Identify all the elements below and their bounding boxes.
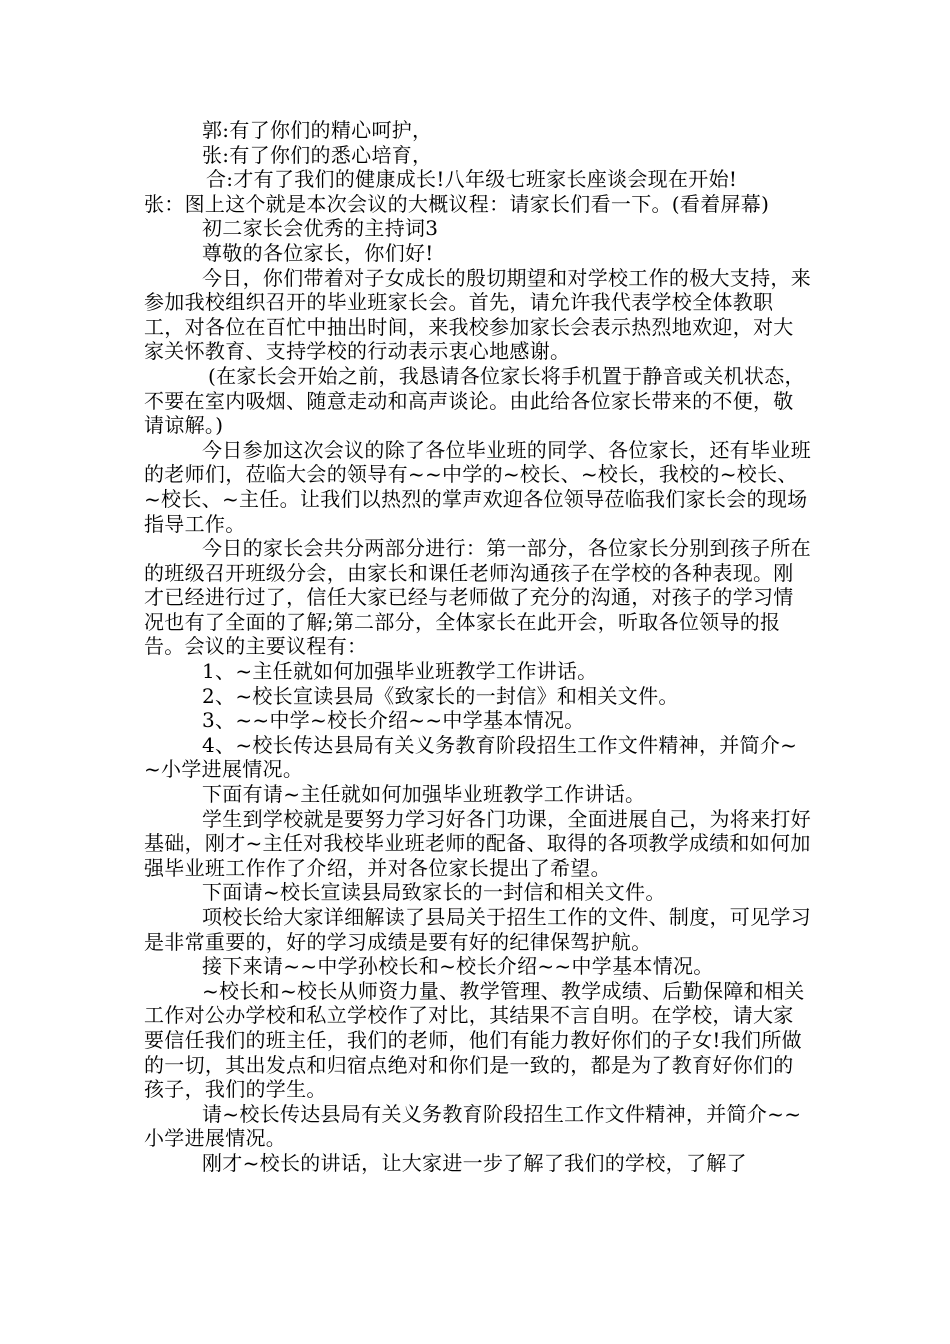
paragraph: 接下来请~~中学孙校长和~校长介绍~~中学基本情况。	[202, 954, 714, 979]
paragraph: 下面请~校长宣读县局致家长的一封信和相关文件。	[202, 880, 666, 905]
agenda-item: 1、~主任就如何加强毕业班教学工作讲话。	[202, 659, 598, 684]
dialogue-line-agenda: 张：图上这个就是本次会议的大概议程：请家长们看一下。(看着屏幕)	[144, 191, 770, 216]
paragraph: 学生到学校就是要努力学习好各门功课，全面进展自己，为将来打好基础，刚才~主任对我校毕业班老师的配备、取得的各项教学成绩和如何加强毕业班工作作了介绍，并对各位家长提出了希望。	[144, 806, 811, 880]
section-heading: 初二家长会优秀的主持词3	[202, 216, 439, 241]
paragraph: 今日参加这次会议的除了各位毕业班的同学、各位家长，还有毕业班的老师们，莅临大会的领导有~~中学的~校长、~校长，我校的~校长、~校长、~主任。让我们以热烈的掌声欢迎各位领导莅临我们家长会的现场指导工作。	[144, 437, 811, 536]
paragraph: ~校长和~校长从师资力量、教学管理、教学成绩、后勤保障和相关工作对公办学校和私立学校作了对比，其结果不言自明。在学校，请大家要信任我们的班主任，我们的老师，他们有能力教好你们的子女!我们所做的一切，其出发点和归宿点绝对和你们是一致的，都是为了教育好你们的孩子，我们的学生。	[144, 978, 805, 1102]
paragraph: 今日的家长会共分两部分进行：第一部分，各位家长分别到孩子所在的班级召开班级分会，由家长和课任老师沟通孩子在学校的各种表现。刚才已经进行过了，信任大家已经与老师做了充分的沟通，对孩子的学习情况也有了全面的了解;第二部分，全体家长在此开会，听取各位领导的报告。会议的主要议程有：	[144, 536, 811, 659]
paragraph: 下面有请~主任就如何加强毕业班教学工作讲话。	[202, 782, 646, 807]
paragraph: 今日，你们带着对子女成长的殷切期望和对学校工作的极大支持，来参加我校组织召开的毕业班家长会。首先，请允许我代表学校全体教职工，对各位在百忙中抽出时间，来我校参加家长会表示热烈地欢迎，对大家关怀教育、支持学校的行动表示衷心地感谢。	[144, 265, 811, 364]
agenda-item: 3、~~中学~校长介绍~~中学基本情况。	[202, 708, 585, 733]
agenda-item: 4、~校长传达县局有关义务教育阶段招生工作文件精神，并简介~~小学进展情况。	[144, 732, 798, 782]
document-body	[144, 118, 812, 1176]
agenda-item: 2、~校长宣读县局《致家长的一封信》和相关文件。	[202, 683, 679, 708]
dialogue-line-zhang: 张:有了你们的悉心培育，	[202, 142, 433, 167]
paragraph: 项校长给大家详细解读了县局关于招生工作的文件、制度，可见学习是非常重要的，好的学习成绩是要有好的纪律保驾护航。	[144, 905, 811, 954]
paragraph: 刚才~校长的讲话，让大家进一步了解了我们的学校，了解了	[202, 1150, 747, 1175]
paragraph: (在家长会开始之前，我恳请各位家长将手机置于静音或关机状态，不要在室内吸烟、随意走动和高声谈论。由此给各位家长带来的不便，敬请谅解。)	[144, 363, 805, 438]
dialogue-line-together: 合:才有了我们的健康成长!八年级七班家长座谈会现在开始!	[206, 167, 738, 192]
salutation: 尊敬的各位家长，你们好!	[202, 240, 434, 265]
paragraph: 请~校长传达县局有关义务教育阶段招生工作文件精神，并简介~~小学进展情况。	[144, 1101, 802, 1151]
dialogue-line-guo: 郭:有了你们的精心呵护，	[202, 118, 433, 142]
